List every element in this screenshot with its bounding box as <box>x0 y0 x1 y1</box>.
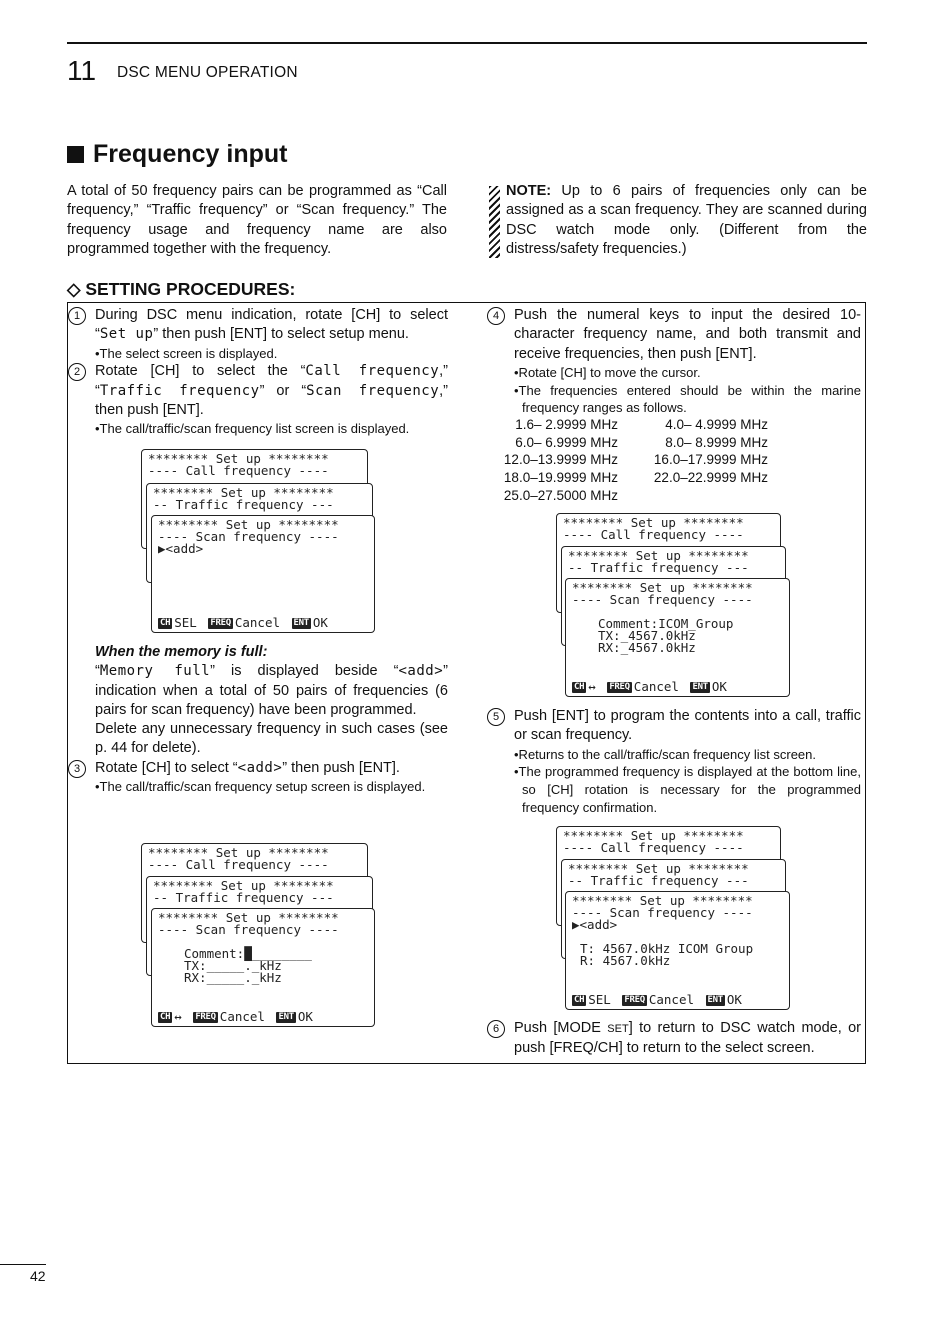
right-column-lower <box>487 707 861 817</box>
lcd-screen-scan-list: ******** Set up ******** ---- Scan frequency ---- ▶<add> CH SEL FREQ Cancel ENT OK <box>151 515 375 633</box>
page-number-rule <box>0 1264 46 1265</box>
lcd-text: Traffic frequency <box>99 382 260 399</box>
step-6: 6 Push [MODE SET] to return to DSC watch mode, or push [FREQ/CH] to return to the select screen. <box>487 1019 861 1059</box>
freq-key-icon: FREQ <box>609 681 630 692</box>
lcd-text: Set up <box>99 326 154 343</box>
step-3: 3 Rotate [CH] to select “<add>” then push [ENT]. <box>68 759 448 778</box>
lcd-text: Call frequency <box>305 363 440 380</box>
note-paragraph <box>506 182 867 259</box>
note-text: Up to 6 pairs of frequencies only can be assigned as a scan frequency. They are scanned during DSC watch mode only. (Different from the distress/safety frequencies.) <box>506 183 867 257</box>
ch-key-icon: CH <box>574 994 585 1005</box>
header-rule <box>67 42 867 44</box>
lcd-screen-scan-setup-empty: ******** Set up ******** ---- Scan frequency ---- Comment:█________ TX:_____._kHz RX:_____._kHz CH ↔ FREQ Cancel ENT OK <box>151 908 375 1027</box>
step-1: 1 During DSC menu indication, rotate [CH] to select “Set up” then push [ENT] to select setup menu. <box>68 306 448 345</box>
step-5: 5 Push [ENT] to program the contents into a call, traffic or scan frequency. <box>487 707 861 746</box>
step-number: 6 <box>487 1020 505 1038</box>
freq-key-icon: FREQ <box>624 994 645 1005</box>
freq-key-icon: FREQ <box>195 1011 216 1022</box>
procedure-box <box>67 302 866 1064</box>
bullet: •Returns to the call/traffic/scan frequency list screen. <box>514 746 817 762</box>
lcd-text: Scan frequency <box>306 382 440 399</box>
lcd-footer: CH SEL FREQ Cancel ENT OK <box>160 615 328 630</box>
chapter-title: DSC MENU OPERATION <box>117 64 298 81</box>
ch-key-icon: CH <box>160 617 171 628</box>
lcd-text: <add> <box>237 759 283 776</box>
section-title-text: Frequency input <box>93 140 288 168</box>
lcd-screen-call: ******** Set up ******** ---- Call frequency ---- <box>556 826 781 926</box>
intro-paragraph: A total of 50 frequency pairs can be programmed as “Call frequency,” “Traffic frequency” or “Scan frequency.” The frequency usage and frequency name are also programmed together with the frequency. <box>67 183 447 257</box>
ent-key-icon: ENT <box>293 617 309 628</box>
bullet: •The call/traffic/scan frequency setup screen is displayed. <box>95 779 426 795</box>
bullet: •The programmed frequency is displayed at the bottom line, so [CH] rotation is necessary for the programmed frequency confirmation. <box>514 764 861 815</box>
lcd-screen-traffic: ******** Set up ******** -- Traffic frequency --- <box>146 876 373 976</box>
lcd-screen-call: ******** Set up ******** ---- Call frequency ---- <box>556 513 781 613</box>
step-number: 1 <box>68 307 86 325</box>
step-number: 5 <box>487 708 505 726</box>
lcd-footer: CH ↔ FREQ Cancel ENT OK <box>160 1009 313 1024</box>
ch-key-icon: CH <box>160 1011 171 1022</box>
lcd-screen-scan-setup-filled: ******** Set up ******** ---- Scan frequency ---- Comment:ICOM_Group TX:_4567.0kHz RX:_4567.0kHz CH ↔ FREQ Cancel ENT OK <box>565 578 790 697</box>
ent-key-icon: ENT <box>278 1011 294 1022</box>
step-number: 2 <box>68 363 86 381</box>
step-6-block <box>487 1019 861 1059</box>
lcd-screen-call: ******** Set up ******** ---- Call frequency ---- <box>141 449 368 549</box>
lcd-screen-traffic: ******** Set up ******** -- Traffic frequency --- <box>146 483 373 583</box>
bullet: •Rotate [CH] to move the cursor. <box>514 364 701 380</box>
bullet: •The frequencies entered should be within the marine frequency ranges as follows. <box>514 382 861 416</box>
memory-full-delete: Delete any unnecessary frequency in such cases (see p. 44 for delete). <box>95 721 448 757</box>
left-column <box>68 306 448 438</box>
step-4: 4 Push the numeral keys to input the desired 10-character frequency name, and both transmit and receive frequencies, then push [ENT]. <box>487 306 861 364</box>
square-bullet-icon <box>67 146 84 163</box>
lcd-screen-traffic: ******** Set up ******** -- Traffic frequency --- <box>561 859 786 959</box>
ent-key-icon: ENT <box>707 994 723 1005</box>
right-column <box>487 306 861 417</box>
setting-procedures-heading: ◇ SETTING PROCEDURES: <box>67 279 296 299</box>
step-number: 4 <box>487 307 505 325</box>
ent-key-icon: ENT <box>692 681 708 692</box>
bullet: •The call/traffic/scan frequency list screen is displayed. <box>95 421 410 437</box>
lcd-footer: CH ↔ FREQ Cancel ENT OK <box>574 679 727 694</box>
freq-key-icon: FREQ <box>210 617 231 628</box>
page-number: 42 <box>30 1268 46 1284</box>
lcd-screen-scan-list-programmed: ******** Set up ******** ---- Scan frequency ---- ▶<add> T: 4567.0kHz ICOM Group R: 4567.0kHz CH SEL FREQ Cancel ENT OK <box>565 891 790 1010</box>
frequency-range-table: 1.6– 2.9999 MHz 4.0– 4.9999 MHz 6.0– 6.9999 MHz 8.0– 8.9999 MHz 12.0–13.9999 MHz 16.0–17.9999 MHz 18.0–19.9999 MHz 22.0–22.9999 MHz 25.0–27.5000 MHz <box>503 417 768 503</box>
ch-key-icon: CH <box>574 681 585 692</box>
memory-full-heading: When the memory is full: <box>95 644 268 660</box>
bullet: •The select screen is displayed. <box>95 345 278 361</box>
lcd-footer: CH SEL FREQ Cancel ENT OK <box>574 992 742 1007</box>
memory-full-block <box>68 643 448 796</box>
note-hatch-icon <box>489 186 500 258</box>
memory-full-text: “Memory full” is displayed beside “<add>” indication when a total of 50 pairs of frequencies (6 pairs for scan frequency) have been programmed. <box>95 663 448 718</box>
section-title <box>67 140 287 169</box>
lcd-screen-call: ******** Set up ******** ---- Call frequency ---- <box>141 843 368 943</box>
lcd-screen-traffic: ******** Set up ******** -- Traffic frequency --- <box>561 546 786 646</box>
step-number: 3 <box>68 760 86 778</box>
chapter-number: 11 <box>67 55 97 86</box>
note-label: NOTE: <box>506 183 552 199</box>
step-2: 2 Rotate [CH] to select the “Call frequency,” “Traffic frequency” or “Scan frequency,” then push [ENT]. <box>68 362 448 420</box>
